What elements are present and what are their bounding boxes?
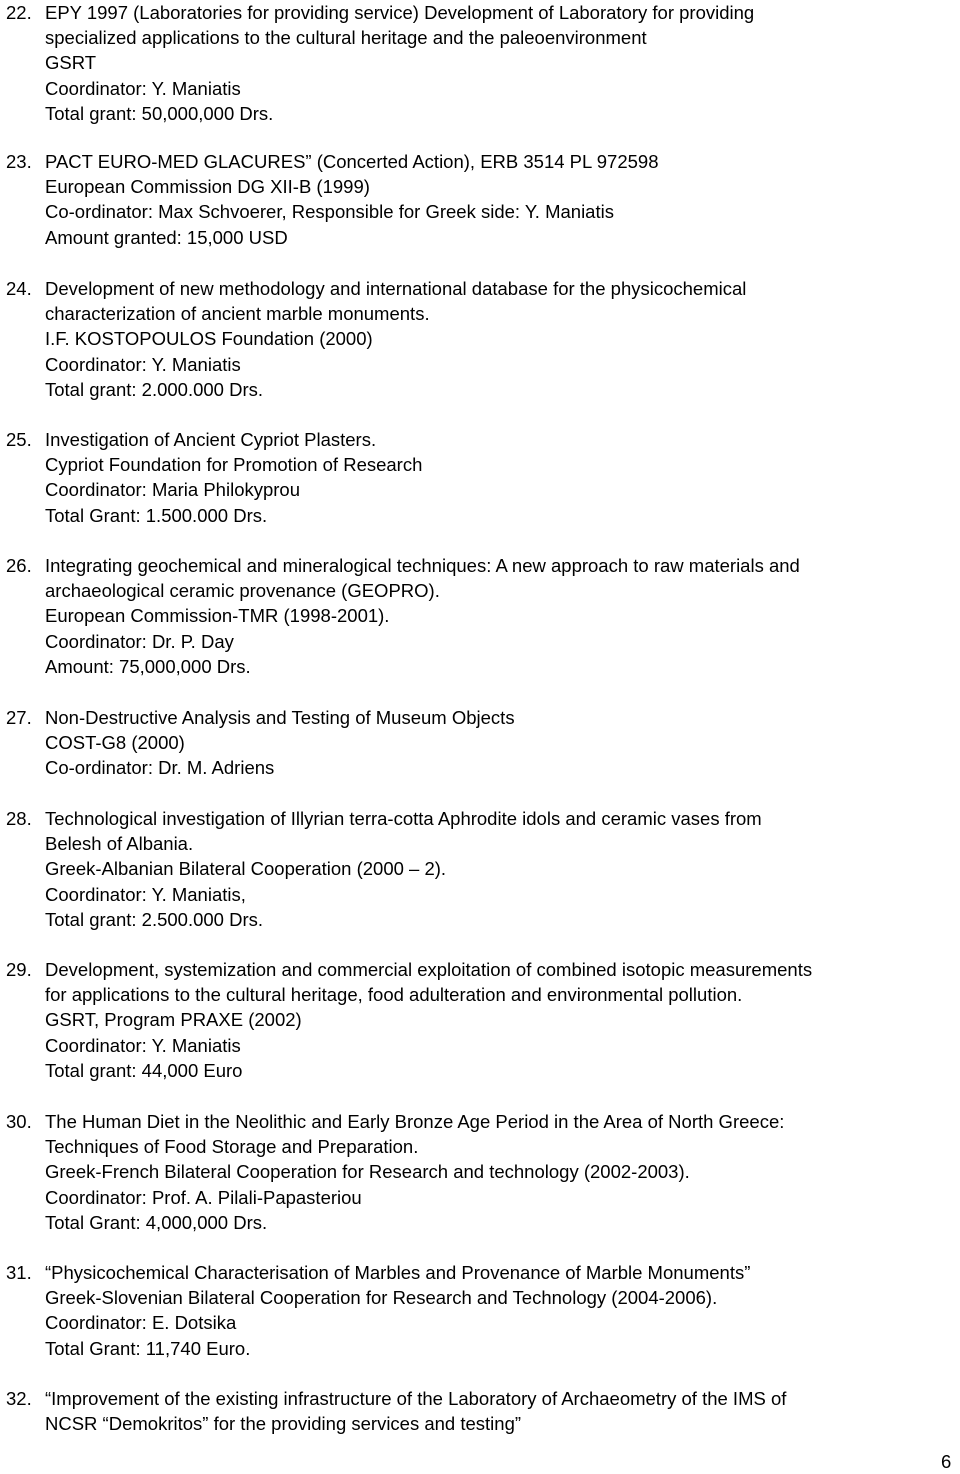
entry-line: NCSR “Demokritos” for the providing services and testing” [45, 1413, 522, 1435]
entry-line: Greek-French Bilateral Cooperation for Research and technology (2002-2003). [45, 1161, 690, 1183]
entry-line: “Improvement of the existing infrastructure of the Laboratory of Archaeometry of the IMS of [45, 1388, 787, 1409]
entry-text [45, 1260, 957, 1361]
entry-number: 25. [6, 429, 32, 450]
entry-number: 32. [6, 1388, 32, 1409]
entry-line: Coordinator: Y. Maniatis, [45, 883, 246, 905]
entry-line: Coordinator: E. Dotsika [45, 1312, 237, 1334]
entry-line: European Commission-TMR (1998-2001). [45, 605, 390, 627]
entry-number: 29. [6, 959, 32, 980]
entry-text [45, 806, 957, 932]
entry-number: 28. [6, 808, 32, 829]
entry-line: Total grant: 2.500.000 Drs. [45, 908, 264, 930]
entry-line: characterization of ancient marble monuments. [45, 303, 430, 325]
entry-line: Total grant: 44,000 Euro [45, 1059, 243, 1081]
entry-line: Total grant: 2.000.000 Drs. [45, 378, 264, 400]
entry-line: GSRT, Program PRAXE (2002) [45, 1009, 302, 1031]
entry-number: 24. [6, 278, 32, 299]
entry-line: Coordinator: Y. Maniatis [45, 353, 241, 375]
entry-line: Amount granted: 15,000 USD [45, 226, 288, 248]
entry-number: 27. [6, 707, 32, 728]
entry-text [45, 0, 957, 126]
entry-line: Greek-Slovenian Bilateral Cooperation for Research and Technology (2004-2006). [45, 1287, 718, 1309]
entry-line: Co-ordinator: Max Schvoerer, Responsible for Greek side: Y. Maniatis [45, 201, 614, 223]
entry-line: Amount: 75,000,000 Drs. [45, 655, 251, 677]
entry-line: Coordinator: Y. Maniatis [45, 1034, 241, 1056]
entry-line: Total Grant: 11,740 Euro. [45, 1337, 251, 1359]
entry-text [45, 957, 957, 1083]
entry-text [45, 553, 957, 679]
entry-text [45, 1386, 957, 1436]
entry-line: Cypriot Foundation for Promotion of Research [45, 454, 423, 476]
entry-number: 23. [6, 151, 32, 172]
entry-line: EPY 1997 (Laboratories for providing service) Development of Laboratory for providing [45, 2, 755, 23]
entry-line: Co-ordinator: Dr. M. Adriens [45, 757, 275, 779]
entry-line: Coordinator: Dr. P. Day [45, 630, 234, 652]
entry-number: 30. [6, 1111, 32, 1132]
entry-line: archaeological ceramic provenance (GEOPRO). [45, 580, 440, 602]
entry-text [45, 1109, 957, 1235]
entry-number: 22. [6, 2, 32, 23]
entry-line: European Commission DG XII-B (1999) [45, 176, 370, 198]
entry-line: Non-Destructive Analysis and Testing of Museum Objects [45, 707, 515, 728]
entry-number: 31. [6, 1262, 32, 1283]
entry-line: Greek-Albanian Bilateral Cooperation (2000 – 2). [45, 858, 447, 880]
entry-line: Technological investigation of Illyrian terra-cotta Aphrodite idols and ceramic vases from [45, 808, 762, 829]
entry-line: specialized applications to the cultural heritage and the paleoenvironment [45, 27, 647, 49]
entry-text [45, 149, 957, 250]
entry-line: Development, systemization and commercial exploitation of combined isotopic measurements [45, 959, 813, 980]
entry-line: Belesh of Albania. [45, 833, 194, 855]
entry-line: Development of new methodology and international database for the physicochemical [45, 278, 747, 299]
entry-number: 26. [6, 555, 32, 576]
page-number: 6 [941, 1451, 952, 1472]
entry-line: Total grant: 50,000,000 Drs. [45, 102, 274, 124]
entry-line: Total Grant: 4,000,000 Drs. [45, 1211, 268, 1233]
entry-line: Coordinator: Prof. A. Pilali-Papasteriou [45, 1186, 362, 1208]
entry-text [45, 705, 957, 781]
entry-line: PACT EURO-MED GLACURES” (Concerted Action), ERB 3514 PL 972598 [45, 151, 659, 172]
entry-line: GSRT [45, 52, 97, 74]
entry-line: Techniques of Food Storage and Preparation. [45, 1136, 419, 1158]
entry-line: for applications to the cultural heritage, food adulteration and environmental pollution. [45, 984, 743, 1006]
entry-line: The Human Diet in the Neolithic and Early Bronze Age Period in the Area of North Greece: [45, 1111, 785, 1132]
entry-line: Total Grant: 1.500.000 Drs. [45, 504, 268, 526]
entry-line: Investigation of Ancient Cypriot Plasters. [45, 429, 377, 450]
entry-line: “Physicochemical Characterisation of Marbles and Provenance of Marble Monuments” [45, 1262, 751, 1283]
entry-text [45, 427, 957, 528]
entry-text [45, 276, 957, 402]
entry-line: Coordinator: Y. Maniatis [45, 77, 241, 99]
entry-line: Coordinator: Maria Philokyprou [45, 479, 301, 501]
entry-line: COST-G8 (2000) [45, 732, 185, 754]
entry-line: Integrating geochemical and mineralogical techniques: A new approach to raw materials and [45, 555, 800, 576]
entry-line: I.F. KOSTOPOULOS Foundation (2000) [45, 328, 373, 350]
